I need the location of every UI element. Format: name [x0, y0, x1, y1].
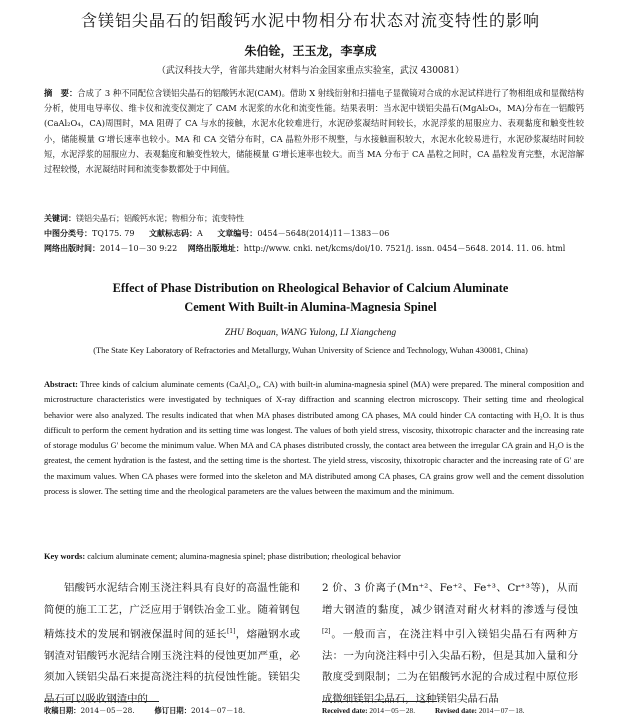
english-keywords-text: calcium aluminate cement; alumina-magnesia spinel; phase distribution; rheological behavior: [87, 552, 401, 561]
doc-code-label: 文献标志码：: [148, 229, 197, 238]
pub-url-label: 网络出版地址：: [187, 244, 244, 253]
revised-date-en-label: Revised date:: [435, 706, 477, 715]
class-number-label: 中图分类号：: [44, 229, 92, 238]
chinese-authors: 朱伯铨，王玉龙，李享成: [244, 44, 377, 58]
footnote-divider-left: [44, 701, 159, 702]
chinese-affiliation: （武汉科技大学，省部共建耐火材料与冶金国家重点实验室，武汉 430081）: [156, 66, 465, 76]
article-number-value: 0454－5648(2014)11－1383－06: [257, 229, 390, 238]
article-number-label: 文章编号：: [217, 229, 258, 238]
body-left-text: 铝酸钙水泥结合刚玉浇注料具有良好的高温性能和简便的施工工艺，广泛应用于钢铁冶金工业。随着钢包精炼技术的发展和钢液保温时间的延长: [44, 582, 300, 641]
keywords-text: 镁铝尖晶石；铝酸钙水泥；物相分布；流变特性: [76, 214, 244, 223]
chinese-abstract-text: 合成了 3 种不同配位含镁铝尖晶石的铝酸钙水泥(CAM)。借助 X 射线衍射和扫描电子显微镜对合成的水泥试样进行了物相组成和显微结构分析，使用电导率仪、维卡仪和流变仪测定了 CAM 水泥浆的水化和流变性能。结果表明：当水泥中镁铝尖晶石(MgAl₂O₄，MA)分布在一铝酸钙(CaAl₂O₄，CA)周围时，MA 阻碍了 CA 与水的接触，水泥水化较难进行，水泥砂浆凝结时间较长，水泥浮浆的屈服应力、表观黏度和触变性较小，储能模量 G′增长速率也较小。MA 和 CA 交错分布时，CA 晶粒外形不规整，与水接触面积较大，水泥水化较易进行，水泥砂浆凝结时间较短，水泥浮浆的屈服应力、表观黏度和触变性较大，储能模量 G′增长速率也较大。而当 MA 分布于 CA 晶粒之间时，CA 晶粒发育完整，水泥溶解过程较慢，水泥凝结时间和流变参数都处于中间值。: [44, 88, 584, 175]
revised-date-label: 修订日期：: [154, 706, 192, 715]
received-date-en-label: Received date:: [322, 706, 368, 715]
english-title-line1: Effect of Phase Distribution on Rheological Behavior of Calcium Aluminate: [112, 281, 509, 295]
body-left-text-cont: ，熔融钢水或钢渣对铝酸钙水泥结合刚玉浇注料的侵蚀更加严重，必须加入镁铝尖晶石来提高浇注料的抗侵蚀性能。镁铝尖晶石可以吸收钢渣中的: [44, 628, 301, 705]
revised-date-en-value: 2014－07－18.: [478, 706, 525, 715]
classification-row: [44, 227, 604, 241]
pub-time-label: 网络出版时间：: [44, 244, 100, 253]
english-abstract: [44, 377, 584, 499]
revised-date-value: 2014－07－18.: [191, 706, 246, 715]
doc-code-value: A: [196, 229, 203, 238]
citation-ref-2[interactable]: [2]: [322, 628, 331, 635]
footnote-dates-chinese: [44, 706, 245, 716]
received-date-label: 收稿日期：: [44, 706, 81, 715]
keywords-label: 关键词：: [44, 214, 76, 223]
received-date-en-value: 2014－05－28.: [369, 706, 416, 715]
english-abstract-text: Three kinds of calcium aluminate cements (CaAl₂O₄, CA) with built-in alumina-magnesia spinel (MA) were prepared. The mineral composition and microstructure characteristics were investigated by techniques of X-ray diffraction and scanning electron microscopy. Their setting time and rheological behavior were also analyzed. The results indicated that when MA phases distributed among CA phases, MA could hinder CA contacting with H₂O. It is thus difficult to perform the cement hydration and its setting time was longest. The values of both yield stress, viscosity, thixotropic character and the increasing rate of storage modulus G′ become the minimum value. When MA and CA phases distributed crossly, the contact area between the irregular CA grain and H₂O is the greatest, the cement hydration is the fastest, and the setting time is the shortest. The yield stress, viscosity, thixotropic character and the increasing rate of G′ are the maximum values. When CA phases were formed into the skeleton and MA distributed among CA phases, CA grains grow well and the cement dissolution process is slower. The setting time and the rheological parameters are the values between the maximum and the minimum.: [44, 380, 584, 497]
english-title-line2: Cement With Built-in Alumina-Magnesia Spinel: [184, 300, 437, 314]
english-affiliation: (The State Key Laboratory of Refractories and Metallurgy, Wuhan University of Science and Technology, Wuhan 430081, China): [93, 346, 528, 355]
english-abstract-label: Abstract:: [44, 380, 78, 389]
english-title: [0, 279, 621, 317]
footnote-divider-right: [322, 701, 437, 702]
english-authors: ZHU Boquan, WANG Yulong, LI Xiangcheng: [224, 328, 397, 338]
online-publication-row: [44, 242, 604, 256]
chinese-keywords: [44, 212, 604, 226]
citation-ref-1[interactable]: [1]: [226, 628, 236, 635]
pub-url-link[interactable]: http://www. cnki. net/kcms/doi/10. 7521/j. issn. 0454－5648. 2014. 11. 06. html: [243, 244, 566, 253]
chinese-abstract-label: 摘 要：: [44, 88, 78, 98]
class-number-value: TQ175. 79: [92, 229, 135, 238]
body-right-text-cont: 。一般而言，在浇注料中引入镁铝尖晶石有两种方法：一为向浇注料中引入尖晶石粉，但是其加入量和分散度受到限制；二为在铝酸钙水泥的合成过程中原位形成微细镁铝尖晶石，这种镁铝尖晶石晶: [322, 628, 578, 705]
english-keywords: [44, 552, 604, 561]
chinese-title: 含镁铝尖晶石的铝酸钙水泥中物相分布状态对流变特性的影响: [80, 11, 540, 30]
body-text-left-column: [44, 578, 300, 710]
chinese-abstract: [44, 86, 584, 177]
body-right-text: 2 价、3 价离子(Mn⁺²、Fe⁺²、Fe⁺³、Cr⁺³等)，从而增大钢渣的黏度，减少钢渣对耐火材料的渗透与侵蚀: [322, 582, 578, 616]
pub-time-value: 2014－10－30 9:22: [100, 244, 178, 253]
english-keywords-label: Key words:: [44, 552, 86, 561]
body-text-right-column: [322, 578, 578, 710]
footnote-dates-english: [322, 706, 524, 716]
received-date-value: 2014－05－28.: [80, 706, 135, 715]
